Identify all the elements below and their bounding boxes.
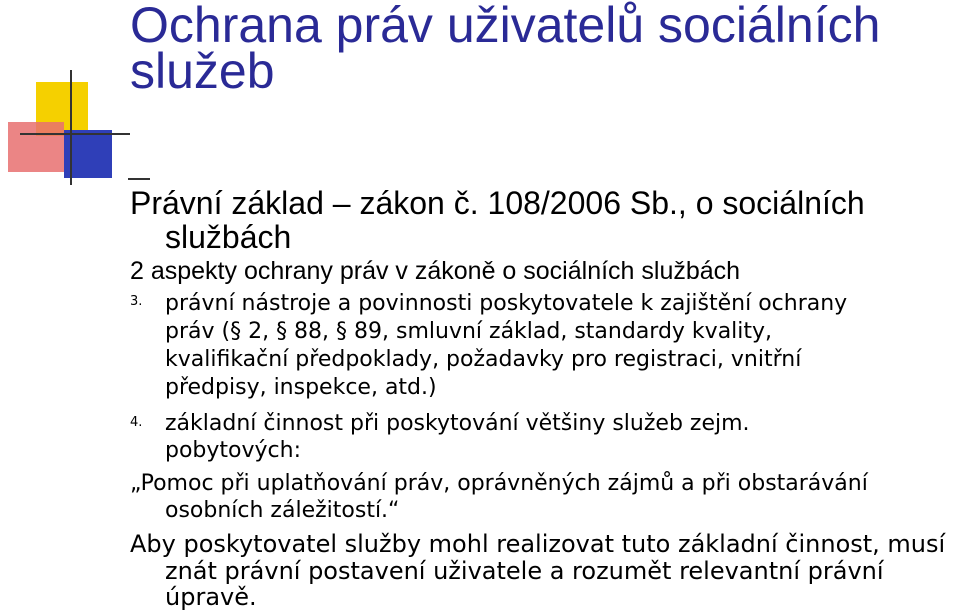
item-3-line: předpisy, inspekce, atd.) bbox=[165, 375, 437, 400]
item-4-number: 4. bbox=[130, 415, 143, 430]
item-3-line: právní nástroje a povinnosti poskytovatele k zajištění ochrany bbox=[165, 291, 848, 316]
item-3-number: 3. bbox=[130, 294, 143, 309]
deco-vertical-line bbox=[70, 70, 72, 185]
heading-line-1: Právní základ – zákon č. 108/2006 Sb., o sociálních bbox=[130, 185, 865, 221]
item-3-line: práv (§ 2, § 88, § 89, smluvní základ, standardy kvality, bbox=[165, 319, 773, 344]
deco-divider bbox=[128, 178, 150, 180]
conclusion-line: Aby poskytovatel služby mohl realizovat tuto základní činnost, musí bbox=[130, 530, 946, 558]
conclusion-line: úpravě. bbox=[165, 583, 257, 611]
slide-title: Ochrana práv uživatelů sociálních služeb bbox=[130, 0, 881, 99]
quote-line-1: „Pomoc při uplatňování práv, oprávněných zájmů a při obstarávání bbox=[130, 471, 868, 496]
item-4-line: základní činnost při poskytování většiny služeb zejm. bbox=[165, 411, 750, 436]
quote-line-2: osobních záležitostí.“ bbox=[165, 498, 400, 523]
heading-line-2: službách bbox=[165, 219, 292, 255]
subheading: 2 aspekty ochrany práv v zákoně o sociálních službách bbox=[130, 257, 741, 285]
deco-red-square bbox=[8, 122, 64, 172]
conclusion-line: znát právní postavení uživatele a rozumět relevantní právní bbox=[165, 557, 884, 585]
item-4-line: pobytových: bbox=[165, 438, 301, 463]
item-3-line: kvalifikační předpoklady, požadavky pro registraci, vnitřní bbox=[165, 347, 802, 372]
deco-horizontal-line bbox=[20, 133, 130, 135]
